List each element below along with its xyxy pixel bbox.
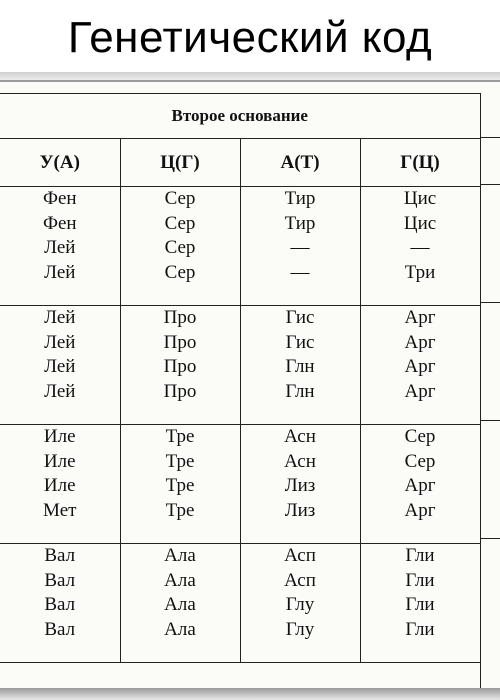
amino-acid-label: Асн	[284, 426, 316, 447]
amino-acid-label: Сер	[164, 188, 196, 209]
amino-acid-label: Про	[163, 380, 197, 402]
amino-acid-label: Асп	[284, 569, 316, 591]
amino-acid-cell	[0, 306, 120, 425]
amino-acid-cell	[120, 187, 240, 306]
amino-acid-cell	[360, 187, 480, 306]
amino-acid-label: Лей	[44, 237, 76, 258]
amino-acid-label: Лей	[44, 380, 76, 402]
amino-acid-label: Про	[163, 307, 197, 328]
amino-acid-cell	[120, 544, 240, 663]
amino-acid-cell	[360, 544, 480, 663]
codon-group-row	[0, 425, 480, 544]
amino-acid-label: —	[290, 261, 310, 283]
amino-acid-cell	[0, 187, 120, 306]
table-right-rule	[481, 538, 500, 539]
amino-acid-label: Цис	[403, 188, 437, 209]
amino-acid-label: Сер	[404, 450, 436, 472]
table-right-rule	[481, 420, 500, 421]
table-right-rule	[481, 137, 500, 138]
amino-acid-label: Глу	[285, 594, 315, 615]
amino-acid-cell	[360, 306, 480, 425]
table-right-rule	[481, 184, 500, 185]
amino-acid-label: Глн	[285, 380, 315, 402]
amino-acid-label: Гли	[405, 618, 435, 640]
column-header-g: Г(Ц)	[360, 139, 480, 187]
amino-acid-label: Цис	[403, 212, 437, 234]
amino-acid-cell	[0, 544, 120, 663]
amino-acid-label: Лей	[44, 331, 76, 353]
amino-acid-label: Сер	[164, 261, 196, 283]
amino-acid-label: Лей	[44, 356, 76, 377]
amino-acid-label: Фен	[42, 188, 77, 209]
amino-acid-cell	[360, 425, 480, 544]
amino-acid-label: Арг	[404, 331, 436, 353]
amino-acid-label: Гли	[405, 545, 435, 566]
amino-acid-label: —	[290, 237, 310, 258]
amino-acid-label: Арг	[404, 307, 436, 328]
amino-acid-label: Мет	[43, 499, 77, 521]
column-header-u: У(А)	[0, 139, 120, 187]
amino-acid-label: Лей	[44, 307, 76, 328]
amino-acid-label: Вал	[44, 618, 76, 640]
amino-acid-label: Сер	[164, 237, 196, 258]
amino-acid-label: Лиз	[284, 475, 316, 496]
amino-acid-label: Про	[163, 356, 197, 377]
table-right-rule	[481, 302, 500, 303]
amino-acid-cell	[120, 425, 240, 544]
slide-frame-bottom	[0, 688, 500, 700]
amino-acid-label: Гис	[285, 331, 315, 353]
amino-acid-label: Про	[163, 331, 197, 353]
table-right-edge	[480, 93, 500, 688]
amino-acid-label: Гли	[405, 569, 435, 591]
amino-acid-label: Арг	[404, 499, 436, 521]
amino-acid-label: Лей	[44, 261, 76, 283]
codon-group-row	[0, 306, 480, 425]
page-title: Генетический код	[67, 13, 433, 62]
amino-acid-label: Ала	[164, 594, 196, 615]
amino-acid-label: Вал	[44, 545, 76, 566]
amino-acid-label: Гли	[405, 594, 435, 615]
amino-acid-label: Глу	[285, 618, 315, 640]
amino-acid-label: Лиз	[284, 499, 316, 521]
amino-acid-label: Иле	[43, 426, 76, 447]
amino-acid-label: —	[410, 237, 430, 258]
amino-acid-label: Тре	[165, 475, 195, 496]
amino-acid-cell	[120, 306, 240, 425]
amino-acid-label: Иле	[43, 450, 76, 472]
amino-acid-label: Тре	[165, 499, 195, 521]
amino-acid-label: Тре	[165, 426, 195, 447]
amino-acid-label: Арг	[404, 380, 436, 402]
genetic-code-table	[0, 93, 481, 663]
codon-group-row	[0, 544, 480, 663]
amino-acid-label: Асп	[284, 545, 316, 566]
amino-acid-label: Фен	[42, 212, 77, 234]
amino-acid-cell	[240, 544, 360, 663]
amino-acid-label: Иле	[43, 475, 76, 496]
amino-acid-label: Три	[404, 261, 436, 283]
amino-acid-label: Тир	[284, 212, 316, 234]
amino-acid-label: Сер	[164, 212, 196, 234]
amino-acid-cell	[240, 425, 360, 544]
amino-acid-cell	[0, 425, 120, 544]
amino-acid-label: Тир	[284, 188, 316, 209]
column-header-c: Ц(Г)	[120, 139, 240, 187]
amino-acid-label: Арг	[404, 475, 436, 496]
amino-acid-label: Сер	[404, 426, 436, 447]
amino-acid-label: Глн	[285, 356, 315, 377]
amino-acid-cell	[240, 187, 360, 306]
amino-acid-label: Арг	[404, 356, 436, 377]
column-header-a: А(Т)	[240, 139, 360, 187]
amino-acid-label: Ала	[164, 618, 196, 640]
table-body	[0, 187, 480, 663]
amino-acid-label: Асн	[284, 450, 316, 472]
amino-acid-label: Гис	[285, 307, 315, 328]
amino-acid-label: Тре	[165, 450, 195, 472]
amino-acid-label: Ала	[164, 545, 196, 566]
second-base-header: Второе основание	[0, 94, 480, 139]
amino-acid-label: Вал	[44, 569, 76, 591]
amino-acid-cell	[240, 306, 360, 425]
amino-acid-label: Вал	[44, 594, 76, 615]
amino-acid-label: Ала	[164, 569, 196, 591]
codon-group-row	[0, 187, 480, 306]
